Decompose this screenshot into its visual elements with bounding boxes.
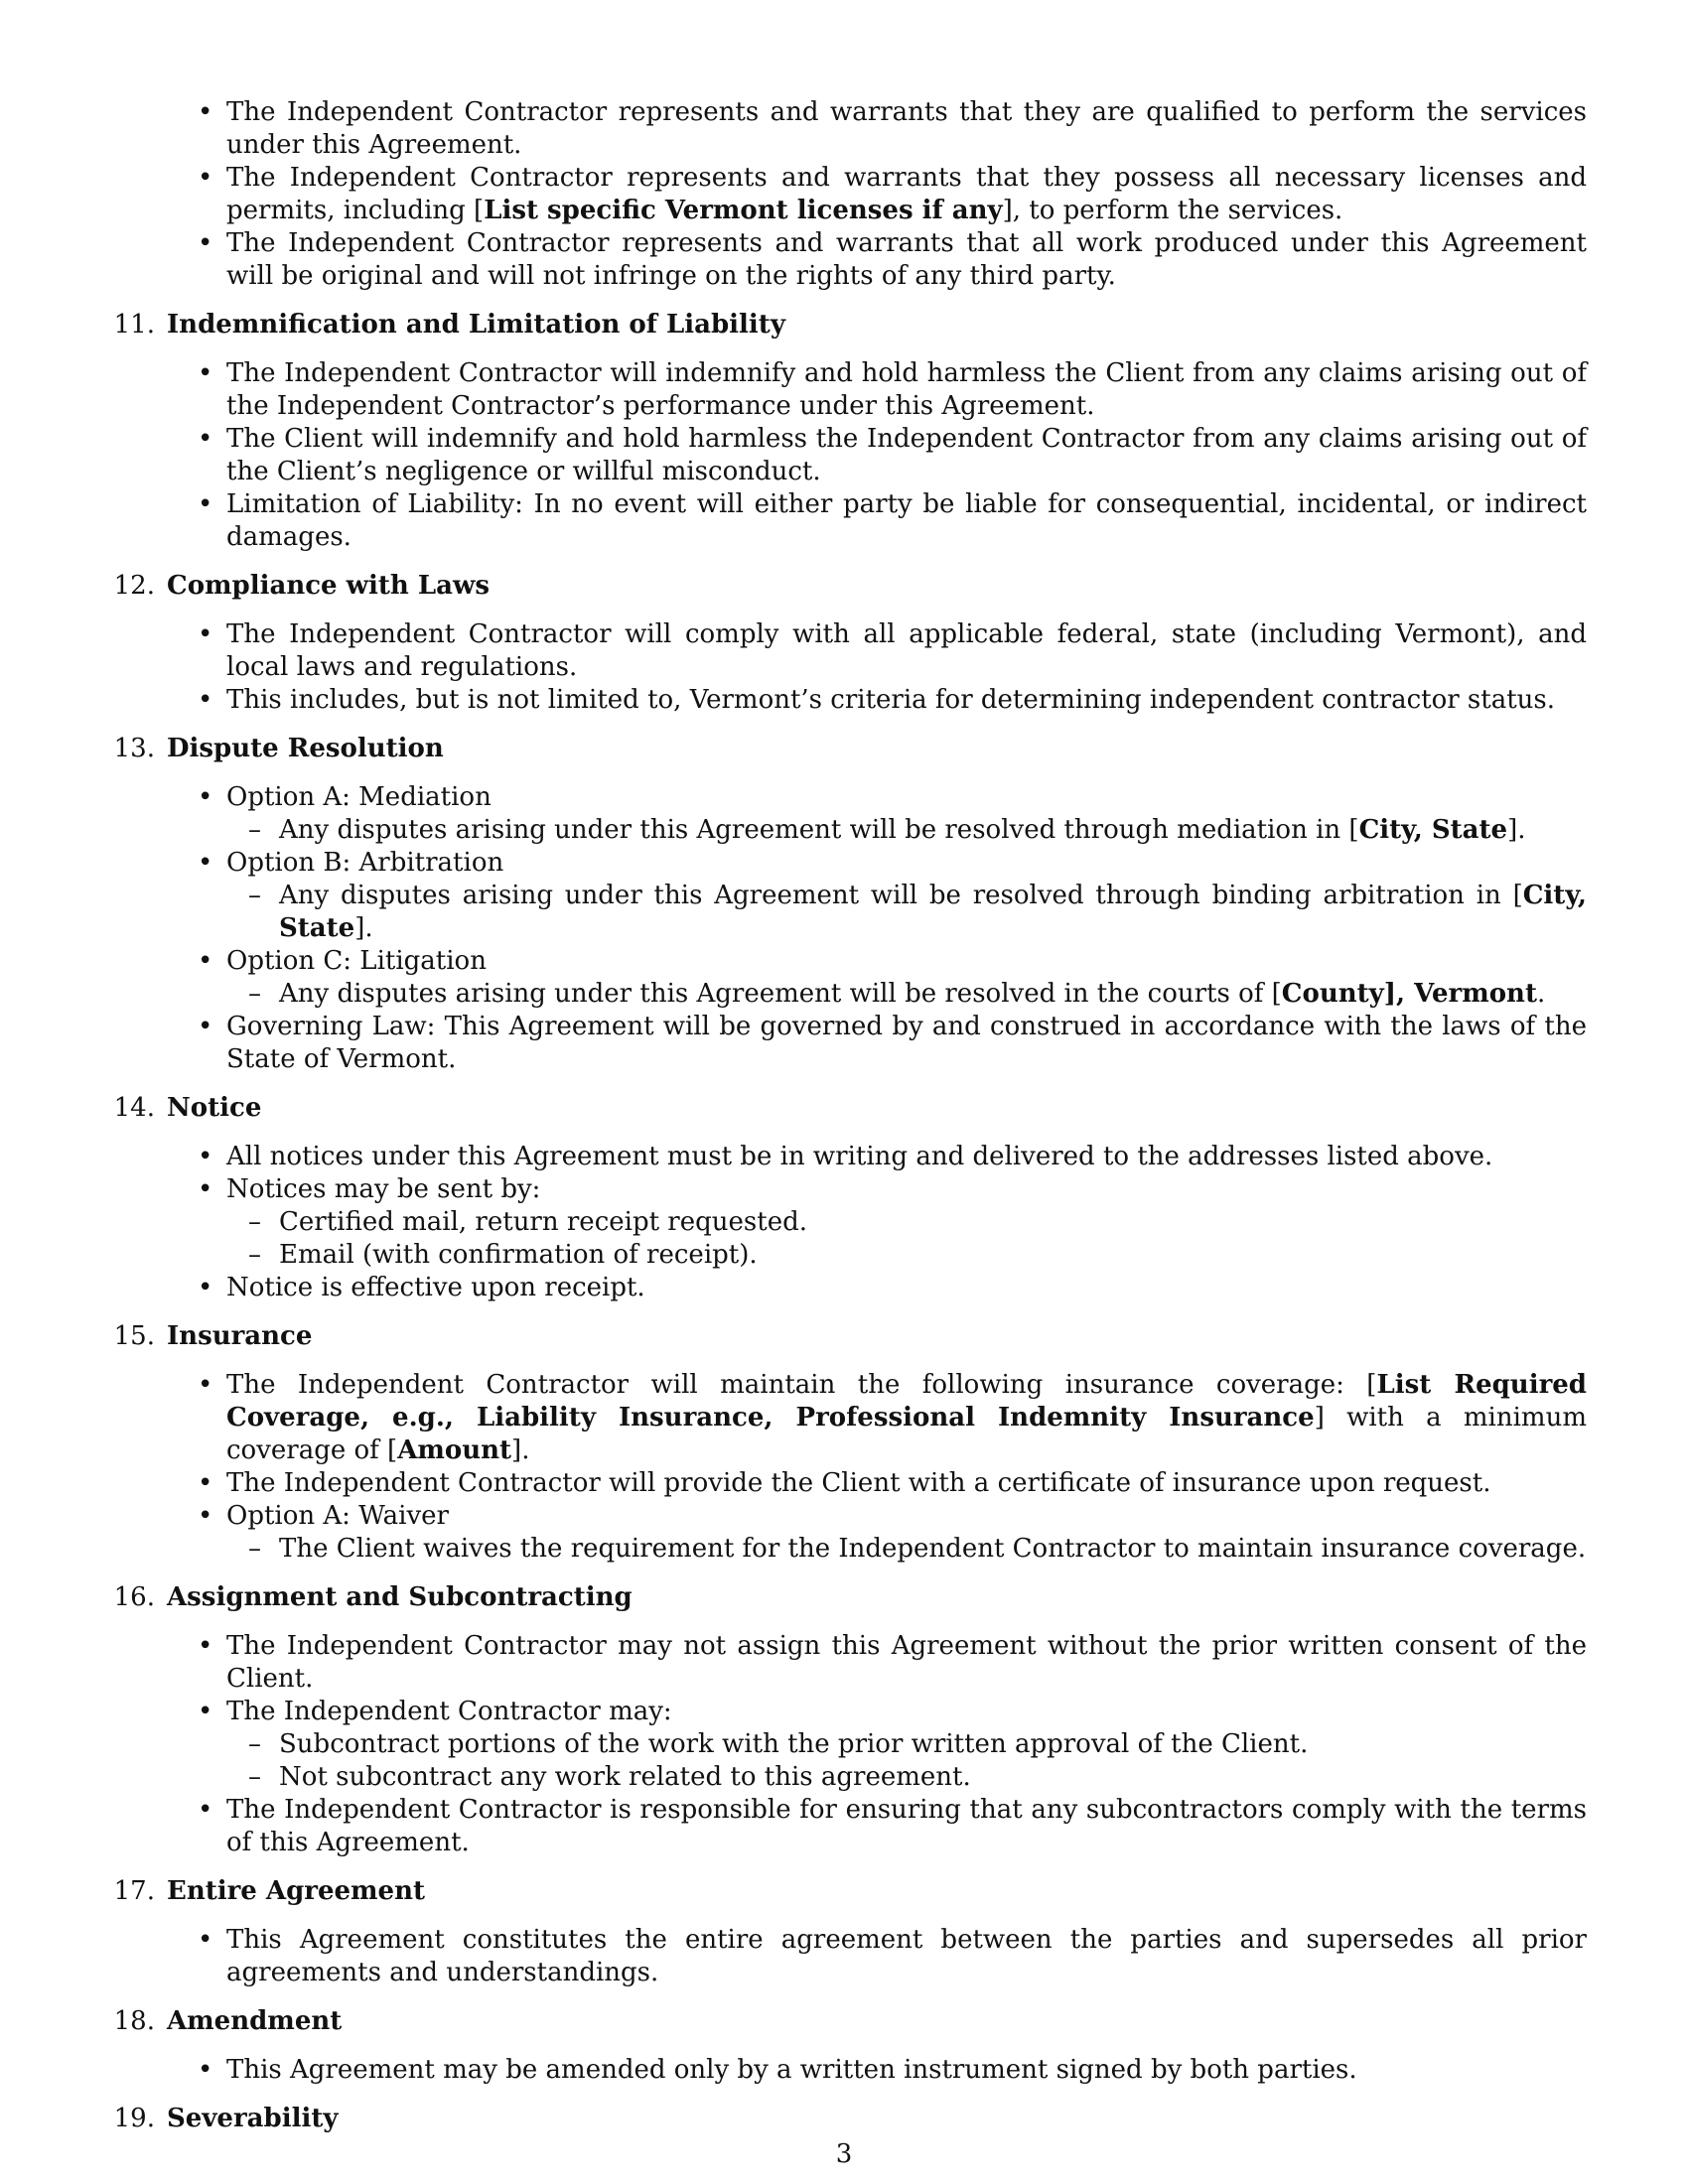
item-text: The Independent Contractor will provide the Client with a certificate of insurance upon request. <box>226 1468 1491 1498</box>
sub-bullet-list <box>226 978 1587 1011</box>
bold-placeholder: List specific Vermont licenses if any <box>484 196 1003 225</box>
section-title: Assignment and Subcontracting <box>167 1582 633 1612</box>
sub-bullet-list <box>226 1728 1587 1794</box>
item-text: The Independent Contractor represents and warrants that they possess all necessary licenses and permits, including [ <box>226 163 1587 225</box>
item-text: Certified mail, return receipt requested. <box>279 1207 807 1237</box>
bullet-text <box>226 1696 1587 1728</box>
item-text: Notice is effective upon receipt. <box>226 1273 645 1302</box>
item-text: The Client will indemnify and hold harmless the Independent Contractor from any claims arising out of the Client’s negligence or willful misconduct. <box>226 424 1587 486</box>
item-text: ]. <box>1507 815 1526 845</box>
item-text: Option A: Mediation <box>226 782 492 812</box>
section-bullet-list <box>119 1369 1587 1566</box>
section-heading <box>113 2103 1587 2135</box>
item-text: Governing Law: This Agreement will be governed by and construed in accordance with the laws of the State of Vermont. <box>226 1012 1587 1074</box>
bullet-item <box>119 1794 1587 1859</box>
section-heading <box>113 1092 1587 1125</box>
item-text: Option B: Arbitration <box>226 848 504 878</box>
item-text: The Independent Contractor represents and warrants that all work produced under this Agreement will be original and will not infringe on the rights of any third party. <box>226 228 1587 291</box>
section <box>113 1092 1587 1304</box>
bullet-item <box>119 945 1587 1011</box>
section-list <box>113 309 1587 2135</box>
section <box>113 2103 1587 2135</box>
bullet-item <box>119 1369 1587 1467</box>
sub-bullet-item <box>226 1239 1587 1272</box>
section-number: 19. <box>113 2104 155 2133</box>
bullet-text <box>226 1141 1587 1173</box>
section-heading <box>113 1875 1587 1908</box>
sub-bullet-list <box>226 814 1587 847</box>
bullet-item <box>119 2054 1587 2087</box>
item-text: The Independent Contractor may not assign this Agreement without the prior written consent of the Client. <box>226 1631 1587 1694</box>
section <box>113 309 1587 554</box>
item-text: Email (with confirmation of receipt). <box>279 1240 758 1270</box>
item-text: The Independent Contractor will maintain the following insurance coverage: [ <box>226 1370 1377 1400</box>
bullet-item <box>119 1141 1587 1173</box>
bullet-text <box>226 162 1587 227</box>
item-text: Not subcontract any work related to this agreement. <box>279 1762 971 1792</box>
bullet-text <box>226 618 1587 684</box>
section-number: 11. <box>113 310 155 340</box>
section-title: Compliance with Laws <box>167 571 491 601</box>
bold-placeholder: City, State <box>279 881 1587 943</box>
item-text: Any disputes arising under this Agreement will be resolved through binding arbitration in [ <box>279 881 1523 910</box>
section <box>113 733 1587 1076</box>
bullet-text <box>226 1173 1587 1206</box>
section-bullet-list <box>119 357 1587 554</box>
bullet-item <box>119 684 1587 717</box>
item-text: . <box>1536 979 1546 1009</box>
bullet-text <box>226 1630 1587 1696</box>
bullet-text <box>226 1794 1587 1859</box>
item-text: Option A: Waiver <box>226 1501 449 1531</box>
item-text: ] with a minimum coverage of [ <box>226 1403 1587 1465</box>
sub-bullet-item <box>226 1206 1587 1239</box>
bullet-item <box>119 1630 1587 1696</box>
item-text: ]. <box>354 913 373 943</box>
section-bullet-list <box>119 1141 1587 1304</box>
bullet-item <box>119 1500 1587 1566</box>
bullet-item <box>119 162 1587 227</box>
sub-bullet-item <box>226 1533 1587 1566</box>
bullet-text <box>226 488 1587 554</box>
bold-placeholder: County], Vermont <box>1281 979 1537 1009</box>
item-text: The Independent Contractor will indemnify and hold harmless the Client from any claims arising out of the Independent Contractor’s performance under this Agreement. <box>226 358 1587 421</box>
item-text: Any disputes arising under this Agreement will be resolved in the courts of [ <box>279 979 1282 1009</box>
section <box>113 1320 1587 1566</box>
sub-bullet-list <box>226 1206 1587 1272</box>
page-number: 3 <box>835 2139 853 2169</box>
sub-bullet-list <box>226 880 1587 945</box>
section-number: 16. <box>113 1582 155 1612</box>
item-text: Notices may be sent by: <box>226 1174 541 1204</box>
item-text: The Independent Contractor is responsible for ensuring that any subcontractors comply with the terms of this Agreement. <box>226 1795 1587 1857</box>
bullet-text <box>226 227 1587 293</box>
section-bullet-list <box>119 1630 1587 1859</box>
bullet-item <box>119 227 1587 293</box>
sub-bullet-item <box>226 978 1587 1011</box>
item-text: Subcontract portions of the work with the prior written approval of the Client. <box>279 1729 1309 1759</box>
section-title: Severability <box>167 2104 339 2133</box>
section-heading <box>113 1581 1587 1614</box>
bullet-text <box>226 1272 1587 1304</box>
bullet-text <box>226 1369 1587 1467</box>
section-heading <box>113 733 1587 765</box>
section-number: 13. <box>113 734 155 763</box>
item-text: All notices under this Agreement must be in writing and delivered to the addresses listed above. <box>226 1142 1493 1171</box>
bullet-item <box>119 1011 1587 1076</box>
sub-bullet-item <box>226 880 1587 945</box>
item-text: ]. <box>511 1435 530 1465</box>
section-heading <box>113 309 1587 341</box>
bullet-item <box>119 423 1587 488</box>
item-text: This Agreement constitutes the entire agreement between the parties and supersedes all prior agreements and understandings. <box>226 1925 1587 1987</box>
item-text: This Agreement may be amended only by a written instrument signed by both parties. <box>226 2055 1357 2085</box>
bullet-text <box>226 781 1587 814</box>
section-number: 15. <box>113 1321 155 1351</box>
section <box>113 570 1587 717</box>
document-body <box>113 96 1587 2151</box>
section-bullet-list <box>119 781 1587 1076</box>
intro-bullet-list <box>119 96 1587 293</box>
bold-placeholder: List Required Coverage, e.g., Liability Insurance, Professional Indemnity Insurance <box>226 1370 1587 1433</box>
section-bullet-list <box>119 1924 1587 1989</box>
bullet-text <box>226 1500 1587 1533</box>
section-number: 17. <box>113 1876 155 1906</box>
section-heading <box>113 2005 1587 2038</box>
bullet-text <box>226 1924 1587 1989</box>
section-bullet-list <box>119 2054 1587 2087</box>
section-heading <box>113 570 1587 603</box>
bullet-text <box>226 1011 1587 1076</box>
bold-placeholder: Amount <box>397 1435 512 1465</box>
bullet-item <box>119 847 1587 945</box>
sub-bullet-item <box>226 814 1587 847</box>
section-number: 14. <box>113 1093 155 1123</box>
section-title: Insurance <box>167 1321 313 1351</box>
section <box>113 1875 1587 1989</box>
bullet-text <box>226 357 1587 423</box>
bullet-item <box>119 1467 1587 1500</box>
item-text: The Client waives the requirement for the Independent Contractor to maintain insurance coverage. <box>279 1534 1587 1564</box>
section-title: Notice <box>167 1093 262 1123</box>
sub-bullet-list <box>226 1533 1587 1566</box>
item-text: Limitation of Liability: In no event will either party be liable for consequential, incidental, or indirect damages. <box>226 489 1587 552</box>
bullet-item <box>119 488 1587 554</box>
section-number: 18. <box>113 2006 155 2036</box>
bullet-item <box>119 618 1587 684</box>
bullet-text <box>226 847 1587 880</box>
bullet-text <box>226 1467 1587 1500</box>
section-number: 12. <box>113 571 155 601</box>
bullet-text <box>226 96 1587 162</box>
section <box>113 2005 1587 2087</box>
section-title: Dispute Resolution <box>167 734 444 763</box>
bullet-item <box>119 1924 1587 1989</box>
sub-bullet-item <box>226 1728 1587 1761</box>
bullet-item <box>119 1696 1587 1794</box>
bullet-item <box>119 781 1587 847</box>
bullet-text <box>226 684 1587 717</box>
bullet-item <box>119 96 1587 162</box>
bullet-item <box>119 357 1587 423</box>
item-text: The Independent Contractor represents and warrants that they are qualified to perform the services under this Agreement. <box>226 97 1587 160</box>
section-title: Entire Agreement <box>167 1876 425 1906</box>
bullet-text <box>226 423 1587 488</box>
section-bullet-list <box>119 618 1587 717</box>
bullet-text <box>226 945 1587 978</box>
section-heading <box>113 1320 1587 1353</box>
bold-placeholder: City, State <box>1358 815 1508 845</box>
item-text: Any disputes arising under this Agreement will be resolved through mediation in [ <box>279 815 1359 845</box>
bullet-item <box>119 1173 1587 1272</box>
bullet-text <box>226 2054 1587 2087</box>
section-title: Amendment <box>167 2006 343 2036</box>
section-title: Indemnification and Limitation of Liability <box>167 310 785 340</box>
section <box>113 1581 1587 1859</box>
item-text: Option C: Litigation <box>226 946 487 976</box>
item-text: The Independent Contractor may: <box>226 1697 672 1726</box>
bullet-item <box>119 1272 1587 1304</box>
sub-bullet-item <box>226 1761 1587 1794</box>
item-text: ], to perform the services. <box>1002 196 1343 225</box>
item-text: The Independent Contractor will comply with all applicable federal, state (including Vermont), and local laws and regulations. <box>226 619 1587 682</box>
item-text: This includes, but is not limited to, Vermont’s criteria for determining independent contractor status. <box>226 685 1556 715</box>
